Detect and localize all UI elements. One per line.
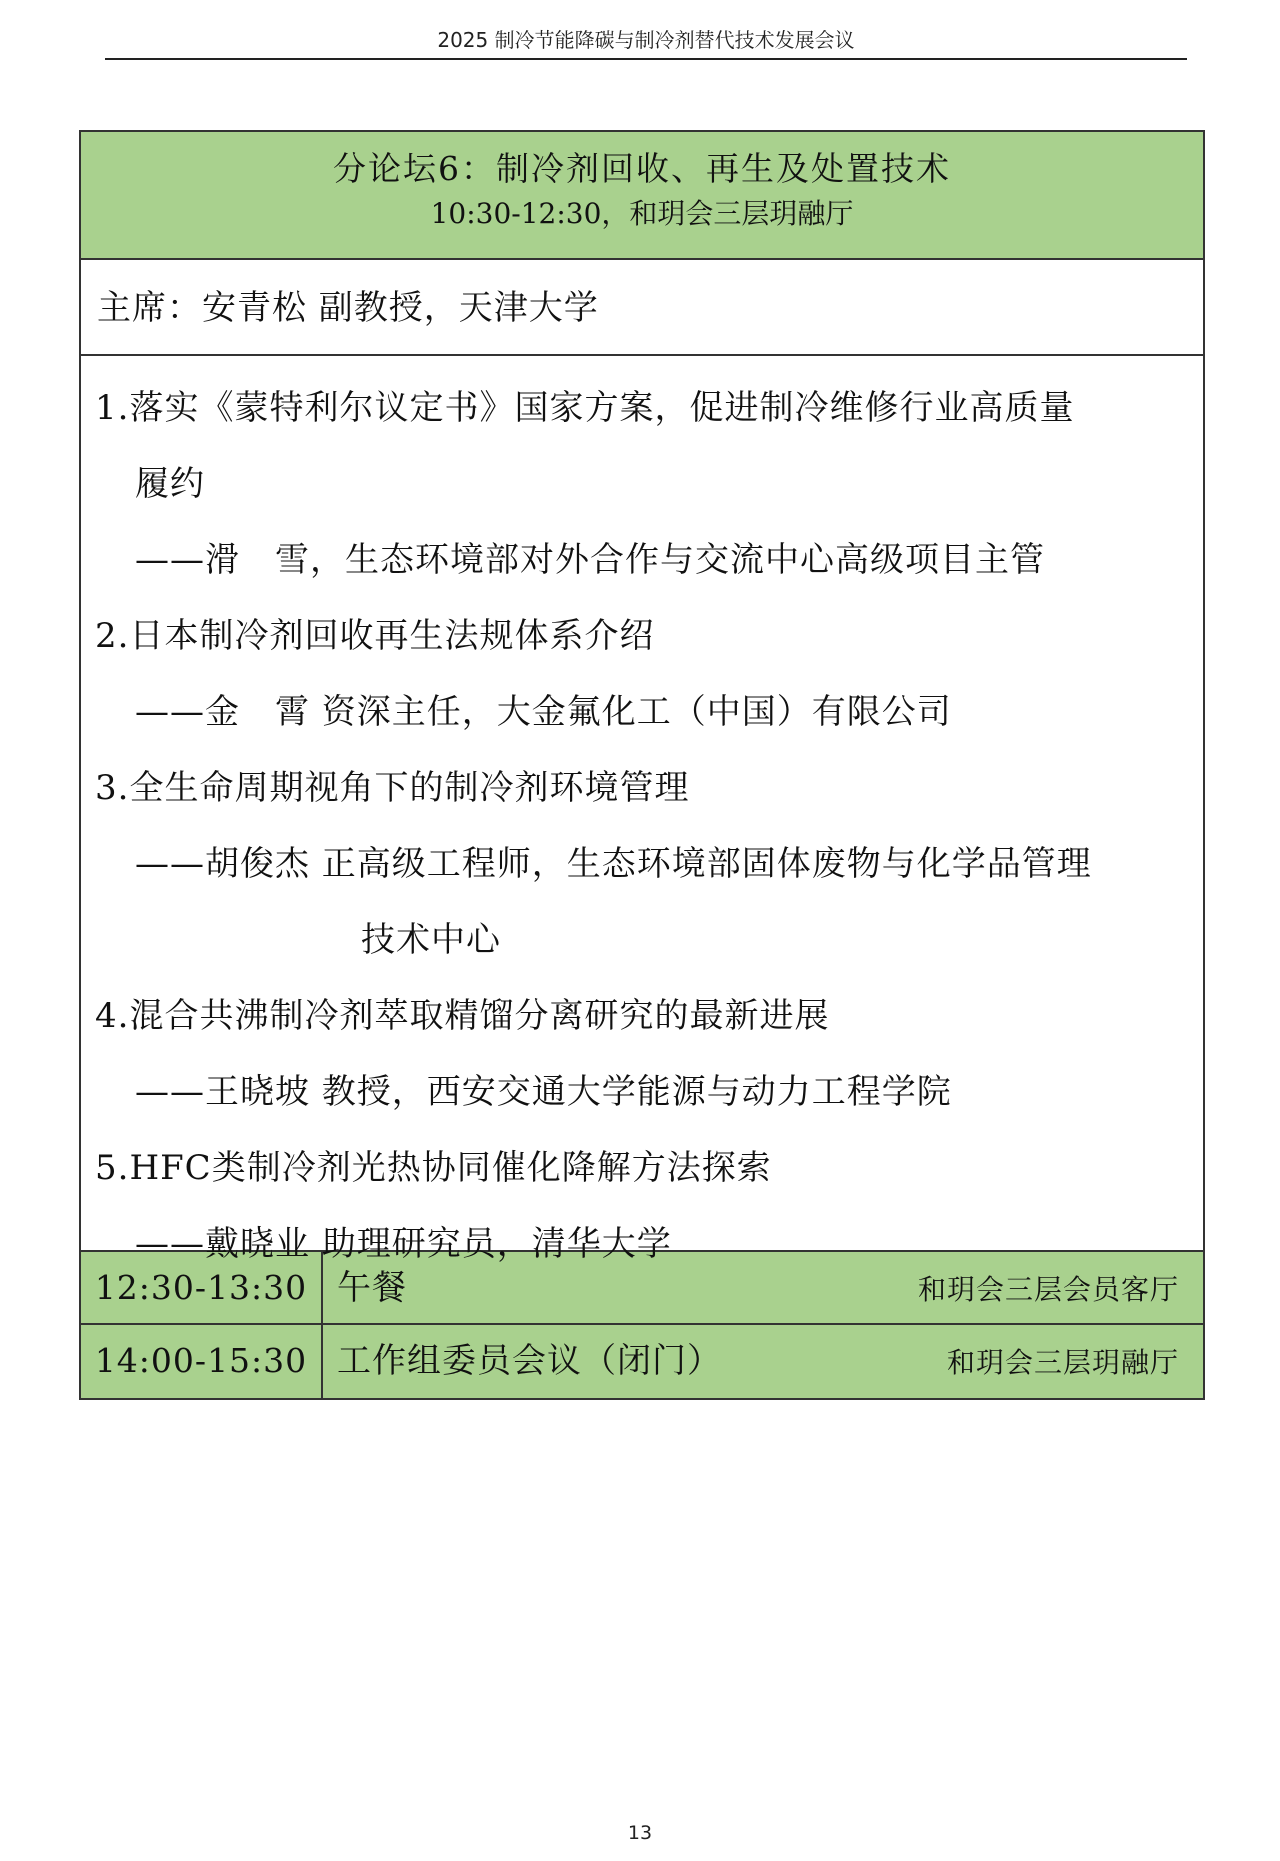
- agenda-item-2-title: 2.日本制冷剂回收再生法规体系介绍: [95, 616, 655, 656]
- agenda-item-4-speaker: ——王晓坡 教授，西安交通大学能源与动力工程学院: [135, 1072, 952, 1112]
- agenda-item-4-title: 4.混合共沸制冷剂萃取精馏分离研究的最新进展: [95, 996, 830, 1036]
- forum-time-venue: 10:30-12:30，和玥会三层玥融厅: [430, 197, 854, 230]
- chair-row: 主席：安青松 副教授，天津大学: [81, 260, 1203, 356]
- lunch-time: 12:30-13:30: [81, 1252, 323, 1323]
- agenda-item-1-speaker: ——滑 雪，生态环境部对外合作与交流中心高级项目主管: [135, 540, 1045, 580]
- agenda-item-5-title: 5.HFC类制冷剂光热协同催化降解方法探索: [95, 1148, 772, 1188]
- schedule-table: [79, 130, 1205, 1400]
- lunch-event-cell: [323, 1252, 1203, 1323]
- meeting-event: 工作组委员会议（闭门）: [337, 1341, 722, 1381]
- agenda-item-5-speaker: ——戴晓业 助理研究员，清华大学: [135, 1224, 672, 1264]
- meeting-row: [81, 1325, 1203, 1398]
- lunch-event: 午餐: [337, 1268, 407, 1308]
- agenda-item-3-title: 3.全生命周期视角下的制冷剂环境管理: [95, 768, 690, 808]
- meeting-venue: 和玥会三层玥融厅: [946, 1346, 1179, 1379]
- agenda-list: [81, 356, 1203, 1264]
- meeting-time: 14:00-15:30: [81, 1325, 323, 1398]
- agenda-item-3-speaker-cont: 技术中心: [361, 920, 501, 960]
- agenda-item-2-speaker: ——金 霄 资深主任，大金氟化工（中国）有限公司: [135, 692, 952, 732]
- running-header: 2025 制冷节能降碳与制冷剂替代技术发展会议: [437, 28, 855, 52]
- lunch-venue: 和玥会三层会员客厅: [917, 1273, 1179, 1306]
- page-number: 13: [627, 1822, 653, 1844]
- forum-title-row: [81, 132, 1203, 260]
- lunch-row: [81, 1252, 1203, 1325]
- meeting-event-cell: [323, 1325, 1203, 1398]
- agenda-item-1-title: 1.落实《蒙特利尔议定书》国家方案，促进制冷维修行业高质量: [95, 388, 1075, 428]
- forum-title: 分论坛6：制冷剂回收、再生及处置技术: [333, 149, 951, 188]
- header-rule: [105, 58, 1187, 60]
- agenda-item-1-title-cont: 履约: [135, 464, 205, 504]
- agenda-item-3-speaker: ——胡俊杰 正高级工程师，生态环境部固体废物与化学品管理: [135, 844, 1092, 884]
